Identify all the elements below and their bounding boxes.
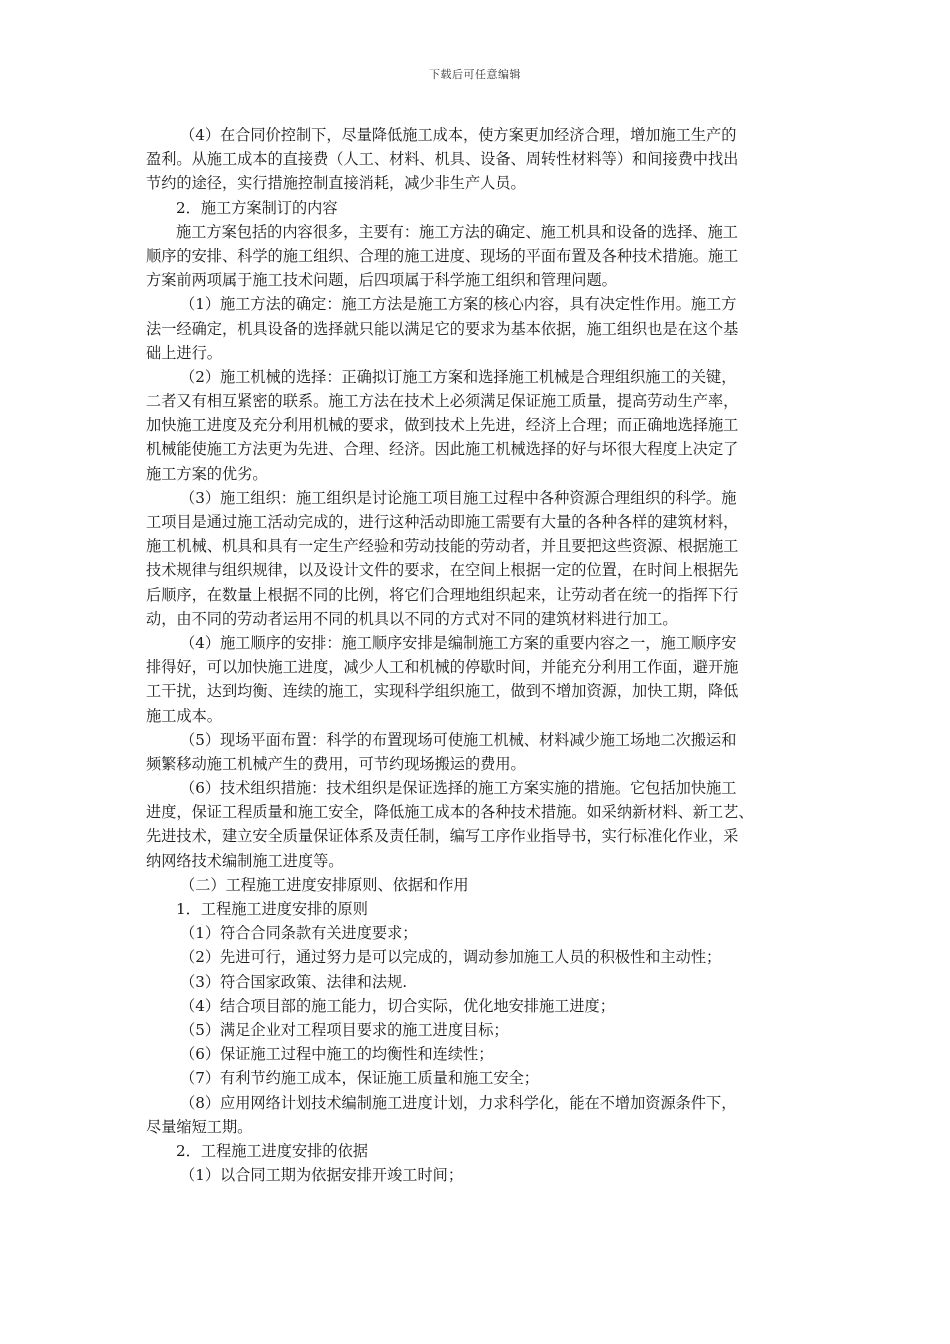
text-line: （4）施工顺序的安排：施工顺序安排是编制施工方案的重要内容之一，施工顺序安 bbox=[180, 633, 737, 652]
text-line: 机械能使施工方法更为先进、合理、经济。因此施工机械选择的好与坏很大程度上决定了 bbox=[146, 440, 739, 459]
text-line: 纳网络技术编制施工进度等。 bbox=[146, 851, 344, 870]
text-line: 础上进行。 bbox=[146, 343, 222, 362]
text-line: 进度，保证工程质量和施工安全，降低施工成本的各种技术措施。如采纳新材料、新工艺、 bbox=[146, 803, 754, 822]
text-line: 施工机械、机具和具有一定生产经验和劳动技能的劳动者，并且要把这些资源、根据施工 bbox=[146, 537, 739, 556]
text-line: 2．工程施工进度安排的依据 bbox=[176, 1141, 368, 1160]
text-line: 频繁移动施工机械产生的费用，可节约现场搬运的费用。 bbox=[146, 754, 526, 773]
text-line: 加快施工进度及充分利用机械的要求，做到技术上先进，经济上合理；而正确地选择施工 bbox=[146, 416, 739, 435]
text-line: 工项目是通过施工活动完成的，进行这种活动即施工需要有大量的各种各样的建筑材料， bbox=[146, 513, 739, 531]
text-line: 施工成本。 bbox=[146, 706, 222, 725]
text-line: （8）应用网络计划技术编制施工进度计划，力求科学化，能在不增加资源条件下， bbox=[180, 1093, 737, 1112]
text-line: 先进技术，建立安全质量保证体系及责任制，编写工序作业指导书，实行标准化作业，采 bbox=[146, 827, 739, 846]
text-line: （2）先进可行，通过努力是可以完成的，调动参加施工人员的积极性和主动性； bbox=[180, 948, 722, 967]
text-line: 方案前两项属于施工技术问题，后四项属于科学施工组织和管理问题。 bbox=[146, 271, 617, 290]
text-line: （6）技术组织措施：技术组织是保证选择的施工方案实施的措施。它包括加快施工 bbox=[180, 779, 737, 798]
text-line: 工干扰，达到均衡、连续的施工，实现科学组织施工，做到不增加资源，加快工期，降低 bbox=[146, 682, 739, 701]
text-line: 盈利。从施工成本的直接费（人工、材料、机具、设备、周转性材料等）和间接费中找出 bbox=[146, 150, 739, 169]
text-line: （5）满足企业对工程项目要求的施工进度目标； bbox=[180, 1020, 509, 1039]
text-line: （7）有利节约施工成本，保证施工质量和施工安全； bbox=[180, 1069, 539, 1088]
text-line: 尽量缩短工期。 bbox=[146, 1117, 253, 1136]
text-line: （1）以合同工期为依据安排开竣工时间； bbox=[180, 1166, 464, 1185]
text-line: 施工方案的优劣。 bbox=[146, 464, 268, 483]
text-line: （5）现场平面布置：科学的布置现场可使施工机械、材料减少施工场地二次搬运和 bbox=[180, 730, 737, 749]
text-line: 节约的途径，实行措施控制直接消耗，减少非生产人员。 bbox=[146, 174, 526, 193]
text-line: （二）工程施工进度安排原则、依据和作用 bbox=[180, 875, 469, 894]
text-line: 1．工程施工进度安排的原则 bbox=[176, 900, 368, 918]
text-line: （1）施工方法的确定：施工方法是施工方案的核心内容，具有决定性作用。施工方 bbox=[180, 295, 737, 314]
text-line: 技术规律与组织规律，以及设计文件的要求，在空间上根据一定的位置，在时间上根据先 bbox=[146, 561, 739, 580]
text-line: （2）施工机械的选择：正确拟订施工方案和选择施工机械是合理组织施工的关键， bbox=[180, 367, 737, 386]
text-line: （4）在合同价控制下，尽量降低施工成本，使方案更加经济合理，增加施工生产的 bbox=[180, 126, 737, 144]
text-line: （3）符合国家政策、法律和法规. bbox=[180, 972, 408, 991]
text-line: 法一经确定，机具设备的选择就只能以满足它的要求为基本依据，施工组织也是在这个基 bbox=[146, 319, 739, 338]
text-line: 后顺序，在数量上根据不同的比例，将它们合理地组织起来，让劳动者在统一的指挥下行 bbox=[146, 585, 739, 604]
text-line: 二者又有相互紧密的联系。施工方法在技术上必须满足保证施工质量，提高劳动生产率， bbox=[146, 392, 739, 411]
text-line: 顺序的安排、科学的施工组织、合理的施工进度、现场的平面布置及各种技术措施。施工 bbox=[146, 246, 739, 265]
text-line: 2．施工方案制订的内容 bbox=[176, 198, 338, 217]
text-line: 动，由不同的劳动者运用不同的机具以不同的方式对不同的建筑材料进行加工。 bbox=[146, 609, 678, 628]
text-line: （6）保证施工过程中施工的均衡性和连续性； bbox=[180, 1045, 494, 1064]
text-line: （1）符合合同条款有关进度要求； bbox=[180, 924, 418, 943]
text-line: （3）施工组织：施工组织是讨论施工项目施工过程中各种资源合理组织的科学。施 bbox=[180, 488, 737, 507]
document-body bbox=[146, 123, 806, 1187]
page-header: 下载后可任意编辑 bbox=[429, 68, 521, 81]
text-line: （4）结合项目部的施工能力，切合实际，优化地安排施工进度； bbox=[180, 996, 615, 1015]
text-line: 施工方案包括的内容很多，主要有：施工方法的确定、施工机具和设备的选择、施工 bbox=[176, 222, 738, 241]
text-line: 排得好，可以加快施工进度，减少人工和机械的停歇时间，并能充分利用工作面，避开施 bbox=[146, 658, 739, 677]
